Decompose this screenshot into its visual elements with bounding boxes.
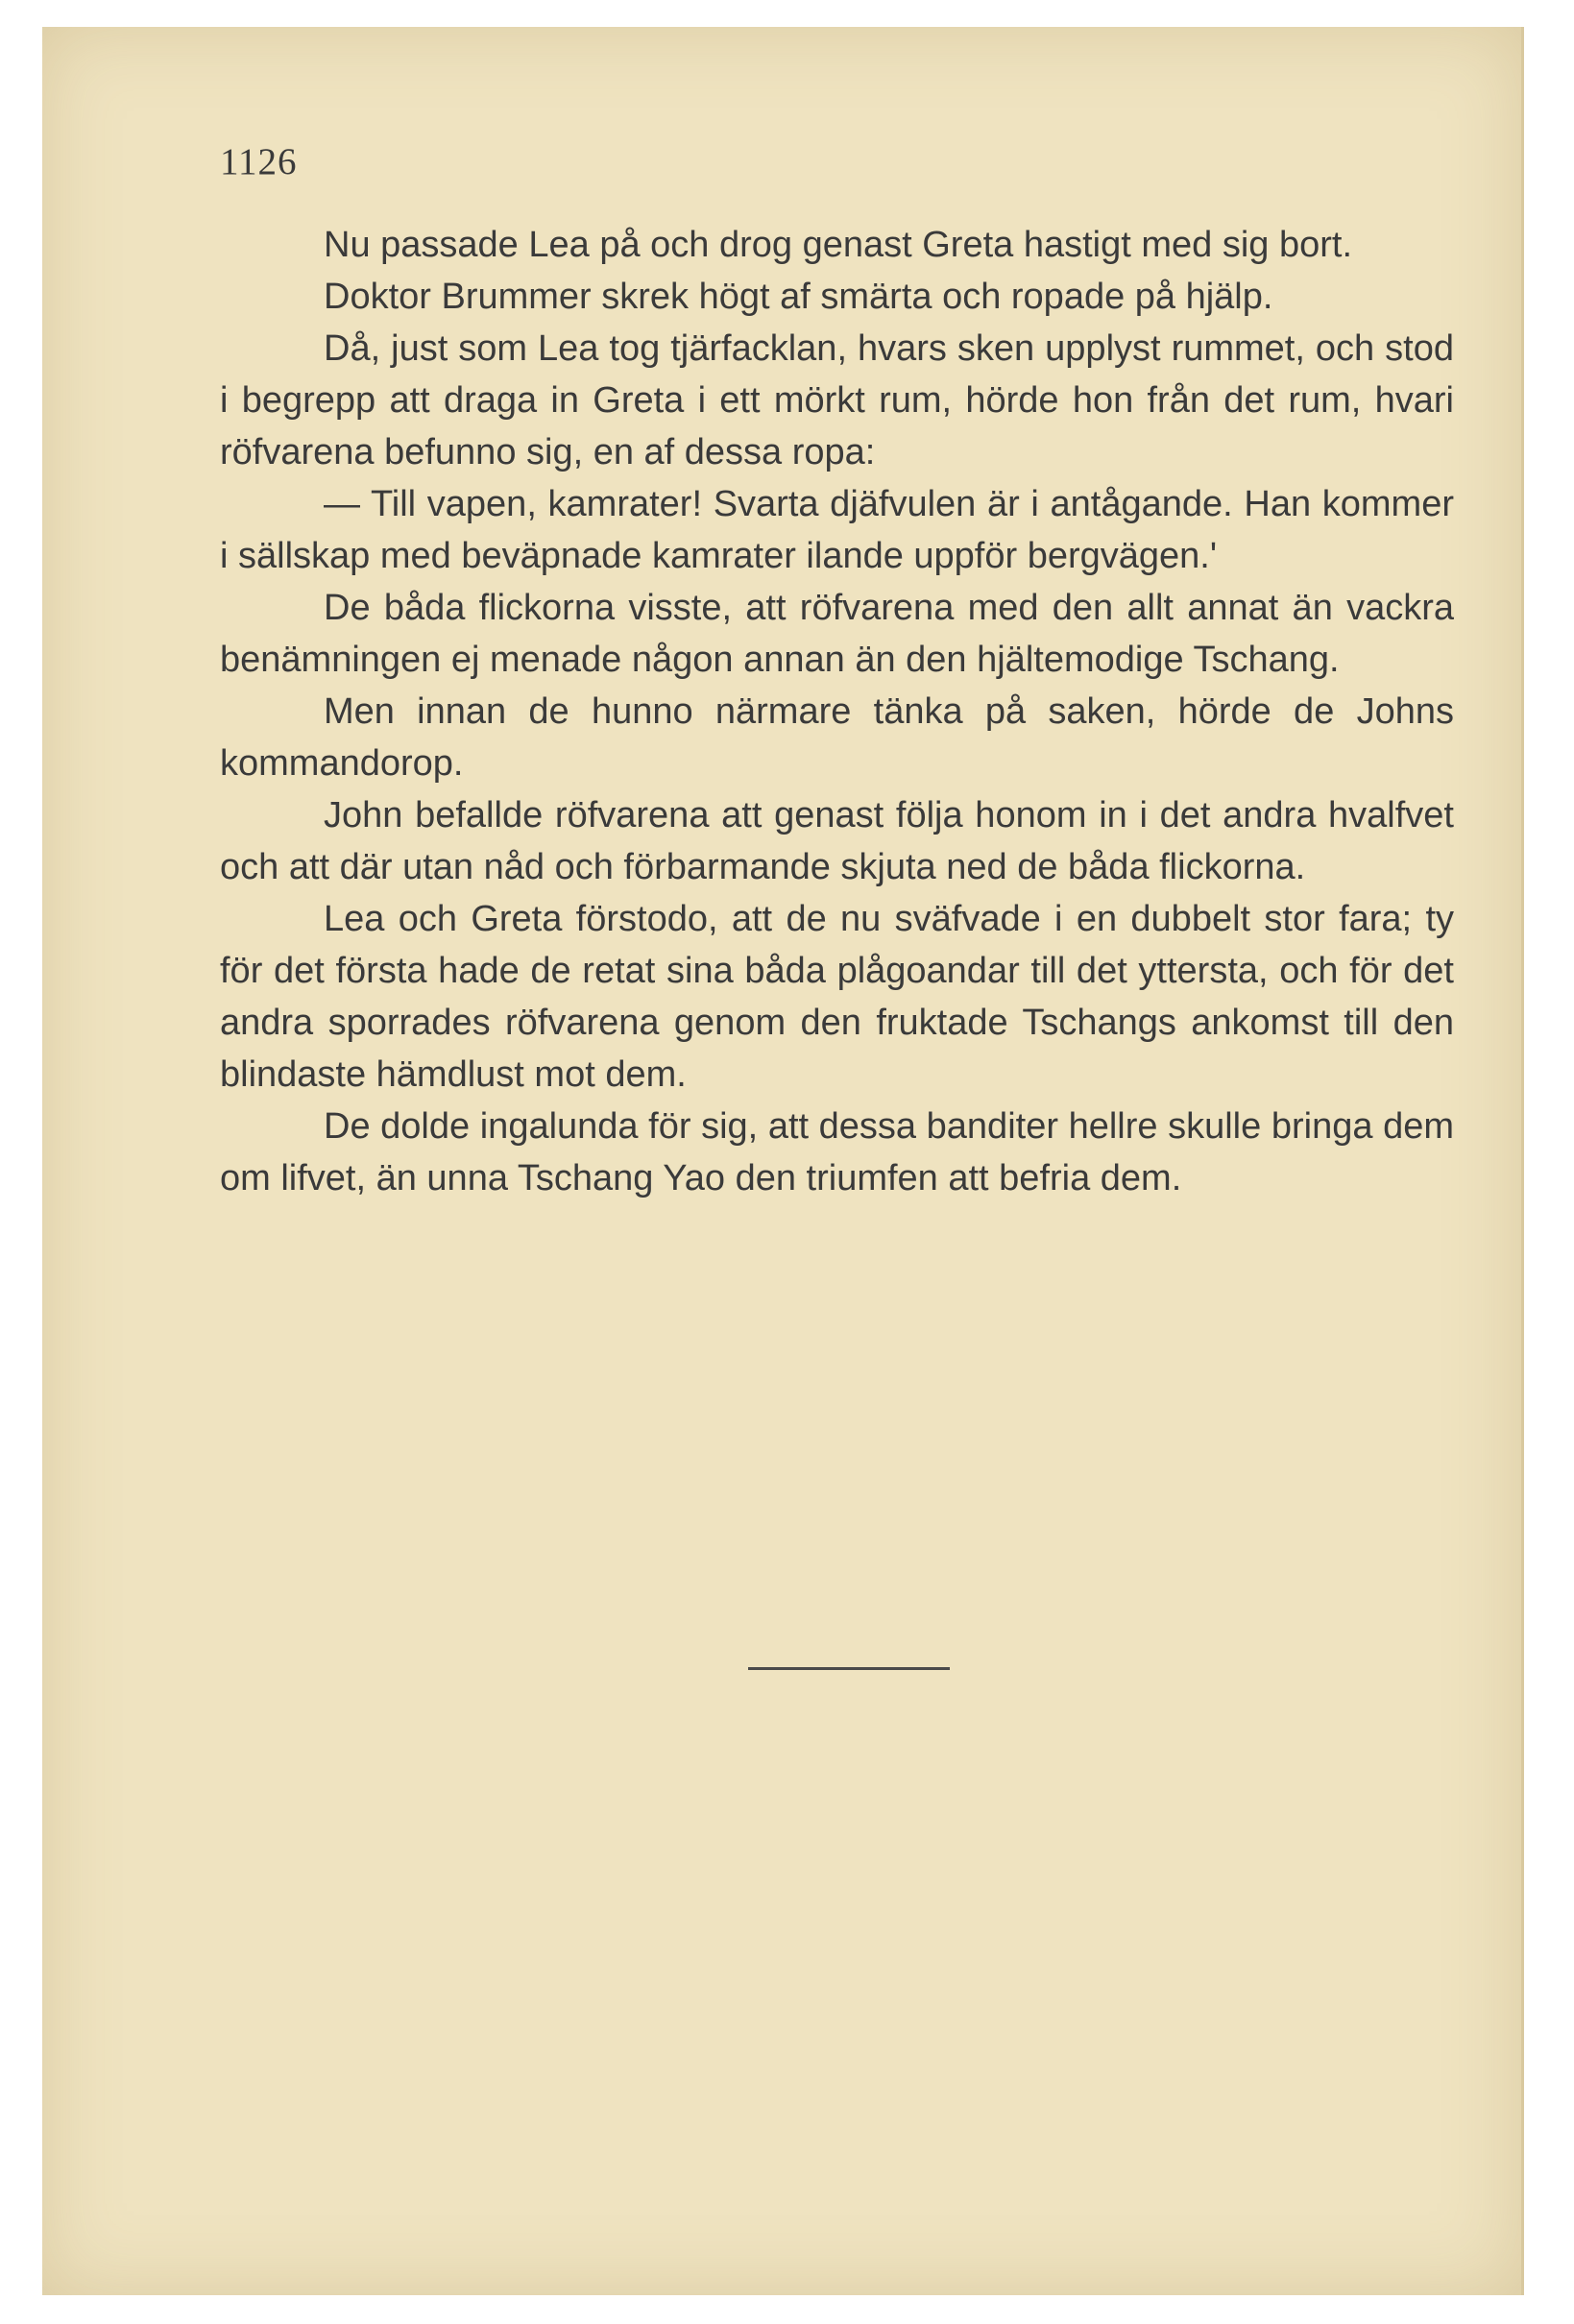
section-end-rule bbox=[748, 1667, 950, 1670]
paragraph: Men innan de hunno närmare tänka på saken, hörde de Johns kommandorop. bbox=[220, 691, 1454, 784]
paragraph: Nu passade Lea på och drog genast Greta hastigt med sig bort. bbox=[324, 225, 1352, 265]
paragraph: De båda flickorna visste, att röfvarena med den allt annat än vackra benämningen ej menade någon annan än den hjältemodige Tschang. bbox=[220, 588, 1454, 680]
paragraph: Doktor Brummer skrek högt af smärta och ropade på hjälp. bbox=[324, 277, 1273, 317]
page-text-body bbox=[220, 219, 1454, 1204]
paragraph: Lea och Greta förstodo, att de nu sväfvade i en dubbelt stor fara; ty för det första hade de retat sina båda plågoandar till det yttersta, och för det andra sporrades röfvarena genom den fruktade Tschangs ankomst till den blindaste hämdlust mot dem. bbox=[220, 899, 1454, 1095]
book-page bbox=[42, 27, 1524, 2295]
paragraph: John befallde röfvarena att genast följa honom in i det andra hvalfvet och att där utan nåd och förbarmande skjuta ned de båda flickorna. bbox=[220, 795, 1454, 887]
paragraph: Då, just som Lea tog tjärfacklan, hvars sken upplyst rummet, och stod i begrepp att draga in Greta i ett mörkt rum, hörde hon från det rum, hvari röfvarena befunno sig, en af dessa ropa: bbox=[220, 328, 1454, 472]
page-number: 1126 bbox=[220, 141, 298, 182]
paragraph: De dolde ingalunda för sig, att dessa banditer hellre skulle bringa dem om lifvet, än unna Tschang Yao den triumfen att befria dem. bbox=[220, 1106, 1454, 1198]
paragraph: — Till vapen, kamrater! Svarta djäfvulen är i antågande. Han kommer i sällskap med beväpnade kamrater ilande uppför bergvägen.' bbox=[220, 484, 1454, 576]
